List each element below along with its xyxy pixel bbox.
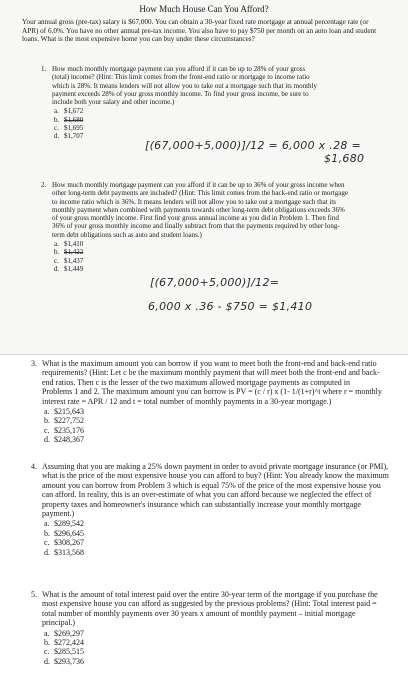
handwritten-answer-1: $1,680 [324, 152, 365, 165]
option-a[interactable]: a. $269,297 [44, 628, 84, 638]
question-5 [31, 590, 386, 666]
handwritten-work-1: [(67,000+5,000)]/12 = 6,000 x .28 = [145, 139, 361, 152]
option-c[interactable]: c. $285,515 [44, 647, 84, 657]
question-3 [31, 359, 382, 445]
handwritten-answer-2: 6,000 x .36 - $750 = $1,410 [148, 300, 313, 313]
option-d[interactable]: d. $1,449 [54, 264, 84, 273]
question-number: 5. [31, 590, 37, 599]
question-number: 4. [31, 462, 37, 471]
intro-paragraph: Your annual gross (pre-tax) salary is $67,000. You can obtain a 30-year fixed rate mortgage at annual percentage rate (or APR) of 6.0%. You have no other annual pre-tax income. You also have to pay $750 per month on an auto loan and student loans. What is the most expensive home you can buy under these circumstances? [22, 18, 377, 44]
option-b-marked[interactable]: b. $1,422 [54, 248, 84, 257]
option-a[interactable]: a. $215,643 [44, 407, 84, 417]
option-d[interactable]: d. $1,707 [54, 132, 84, 141]
question-text: What is the maximum amount you can borrow if you want to meet both the front-end and back-end ratio requirements? (Hint: Let c be the maximum monthly payment that will meet both the front-end and back-end ratios. Then c is the lesser of the two maximum allowed mortgage payments as computed in Problems 1 and 2. The maximum amount you can borrow is PV = (c / r) x (1- 1/(1+r)^t where r = monthly interest rate = APR / 12 and t = total number of monthly payments in a 30-year mortgage.) [42, 359, 382, 406]
question-text: How much monthly mortgage payment can you afford if it can be up to 28% of your gross (total) income? (Hint: This limit comes from the front-end ratio or mortgage to income ratio which is 28%. It means lenders will not allow you to take out a mortgage such that its monthly payment exceeds 28% of your gross monthly income. To find your gross income, be sure to include both your salary and other income.) [52, 65, 317, 107]
question-text: Assuming that you are making a 25% down payment in order to avoid private mortgage insurance (or PMI), what is the price of the most expensive house you can afford to buy? (Hint: You already know the maximum amount you can borrow from Problem 3 which is equal 75% of the price of the most expensive house you can afford. In reality, this is an over-estimate of what you can afford because we neglected the effect of property taxes and homeowner's insurance which can substantially increase your monthly mortgage payment.) [42, 462, 389, 519]
answer-options [42, 407, 382, 445]
option-d[interactable]: d. $248,367 [44, 435, 84, 445]
question-text: How much monthly mortgage payment can you afford if it can be up to 36% of your gross income when other long-term debt payments are included? (Hint: This limit comes from the back-end ratio or mortgage to income ratio which is 36%. It means lenders will not allow you to take out a mortgage such that its monthly payment when combined with payments towards other long-term debt obligations exceeds 36% of your gross monthly income. First find your gross annual income as you did in Problem 1. Then find 36% of your gross monthly income and finally subtract from that the payments required by other long-term debt obligations such as auto and student loans.) [52, 181, 348, 239]
question-1 [41, 65, 320, 141]
option-d[interactable]: d. $313,568 [44, 547, 84, 557]
option-a[interactable]: a. $1,410 [54, 240, 84, 249]
answer-options [42, 629, 386, 667]
option-c[interactable]: c. $1,695 [54, 124, 84, 133]
option-c[interactable]: c. $1,437 [54, 256, 84, 265]
option-c[interactable]: c. $308,267 [44, 538, 84, 548]
option-b-marked[interactable]: b. $1,680 [54, 115, 84, 124]
option-d[interactable]: d. $293,736 [44, 656, 84, 666]
answer-options [52, 240, 352, 273]
option-b[interactable]: b. $272,424 [44, 638, 84, 648]
question-2 [41, 181, 352, 273]
question-number: 2. [41, 181, 47, 189]
worksheet-title: How Much House Can You Afford? [139, 4, 269, 14]
question-number: 3. [31, 359, 37, 368]
option-a[interactable]: a. $289,542 [44, 519, 84, 529]
question-4 [31, 462, 390, 557]
answer-options [52, 107, 320, 140]
option-b[interactable]: b. $227,752 [44, 416, 84, 426]
handwritten-work-2: [(67,000+5,000)]/12= [150, 276, 280, 289]
option-c[interactable]: c. $235,176 [44, 425, 84, 435]
answer-options [42, 519, 390, 557]
option-b[interactable]: b. $296,645 [44, 528, 84, 538]
option-a[interactable]: a. $1,672 [54, 107, 84, 116]
question-text: What is the amount of total interest paid over the entire 30-year term of the mortgage if you purchase the most expensive house you can afford as suggested by the previous problems? (Hint: Total interest paid = total number of monthly payments over 30 years x amount of monthly payment – initial mortgage principal.) [42, 590, 378, 628]
question-number: 1. [41, 65, 47, 73]
